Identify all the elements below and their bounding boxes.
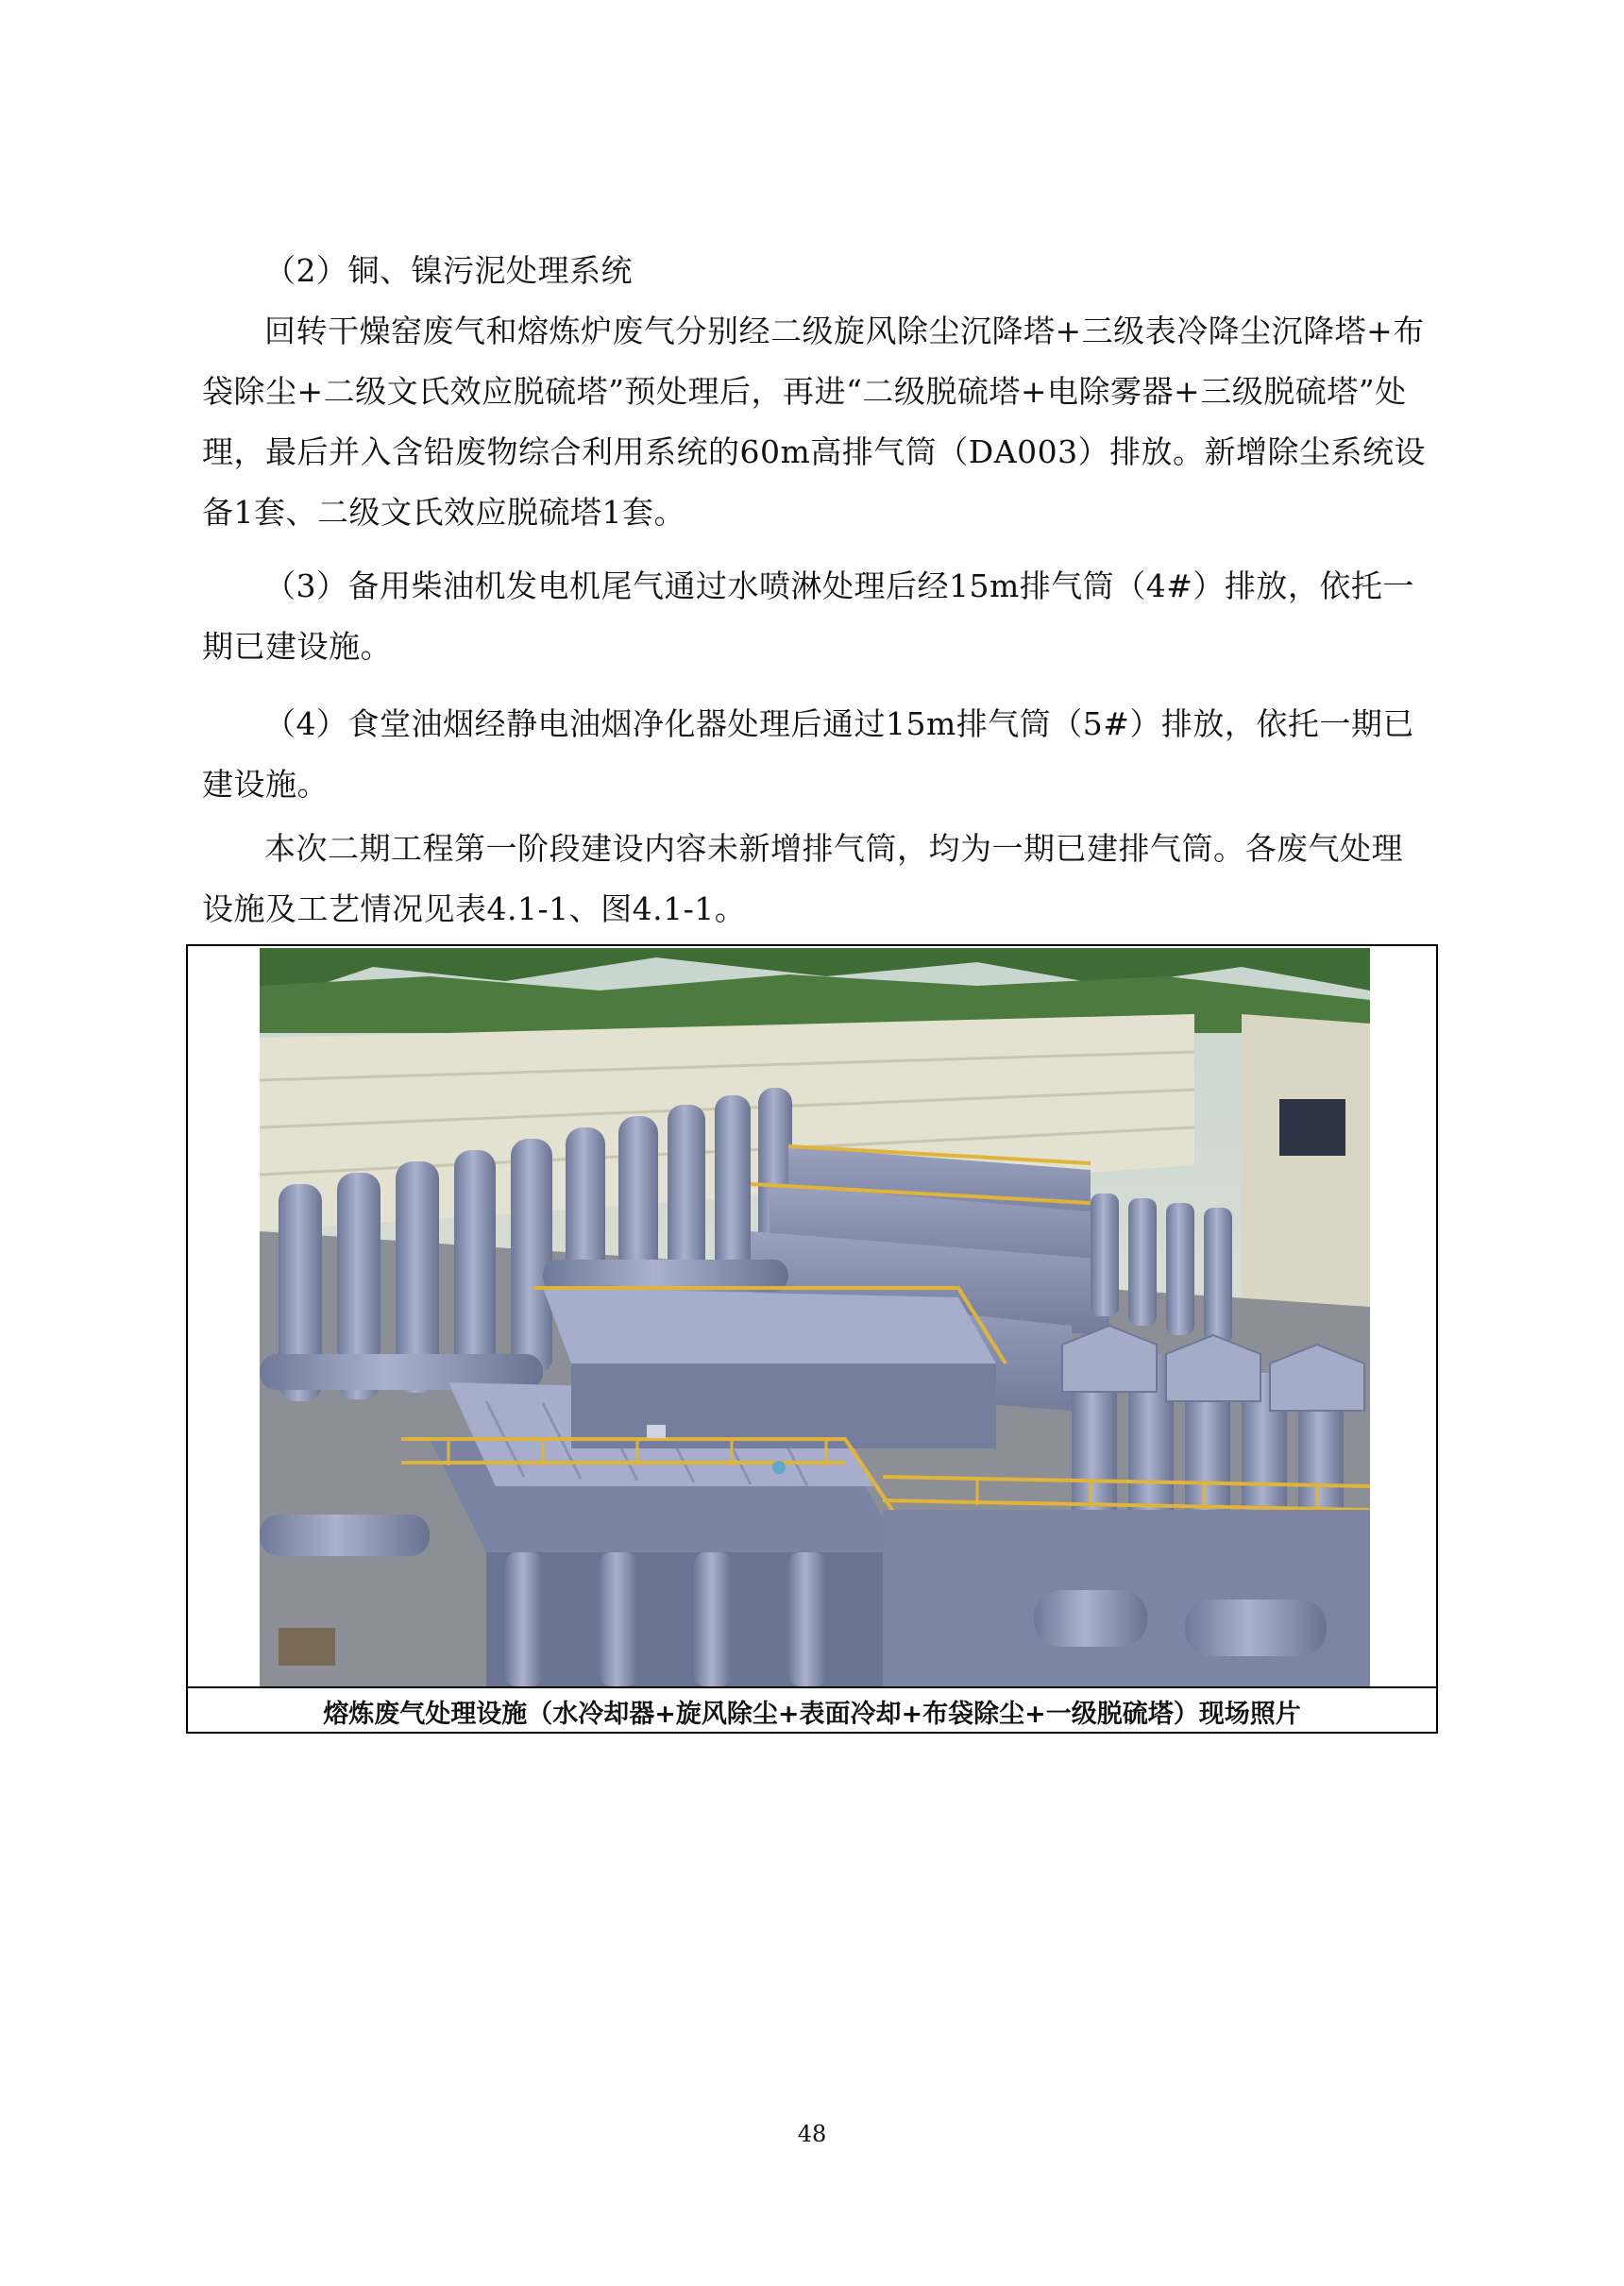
section-heading: [202, 241, 1429, 301]
section-heading-text: （2）铜、镍污泥处理系统: [264, 252, 633, 289]
site-photo: [260, 948, 1370, 1686]
paragraph-diesel-generator: [202, 556, 1429, 677]
paragraph-canteen-fumes: [202, 694, 1429, 815]
page-number: 48: [797, 2121, 827, 2147]
figure-caption: 熔炼废气处理设施（水冷却器+旋风除尘+表面冷却+布袋除尘+一级脱硫塔）现场照片: [188, 1686, 1436, 1734]
paragraph-text: 本次二期工程第一阶段建设内容未新增排气筒，均为一期已建排气筒。各废气处理设施及工艺情况见表4.1-1、图4.1-1。: [202, 830, 1403, 927]
paragraph-sludge-treatment: [202, 301, 1429, 543]
paragraph-text: （4）食堂油烟经静电油烟净化器处理后通过15m排气筒（5#）排放，依托一期已建设施。: [202, 705, 1414, 803]
paragraph-summary: [202, 819, 1429, 940]
figure-frame: [186, 944, 1438, 1734]
paragraph-text: （3）备用柴油机发电机尾气通过水喷淋处理后经15m排气筒（4#）排放，依托一期已建设施。: [202, 567, 1414, 665]
paragraph-text: 回转干燥窑废气和熔炼炉废气分别经二级旋风除尘沉降塔+三级表冷降尘沉降塔+布袋除尘+二级文氏效应脱硫塔”预处理后，再进“二级脱硫塔+电除雾器+三级脱硫塔”处理，最后并入含铅废物综合利用系统的60m高排气筒（DA003）排放。新增除尘系统设备1套、二级文氏效应脱硫塔1套。: [202, 313, 1427, 531]
